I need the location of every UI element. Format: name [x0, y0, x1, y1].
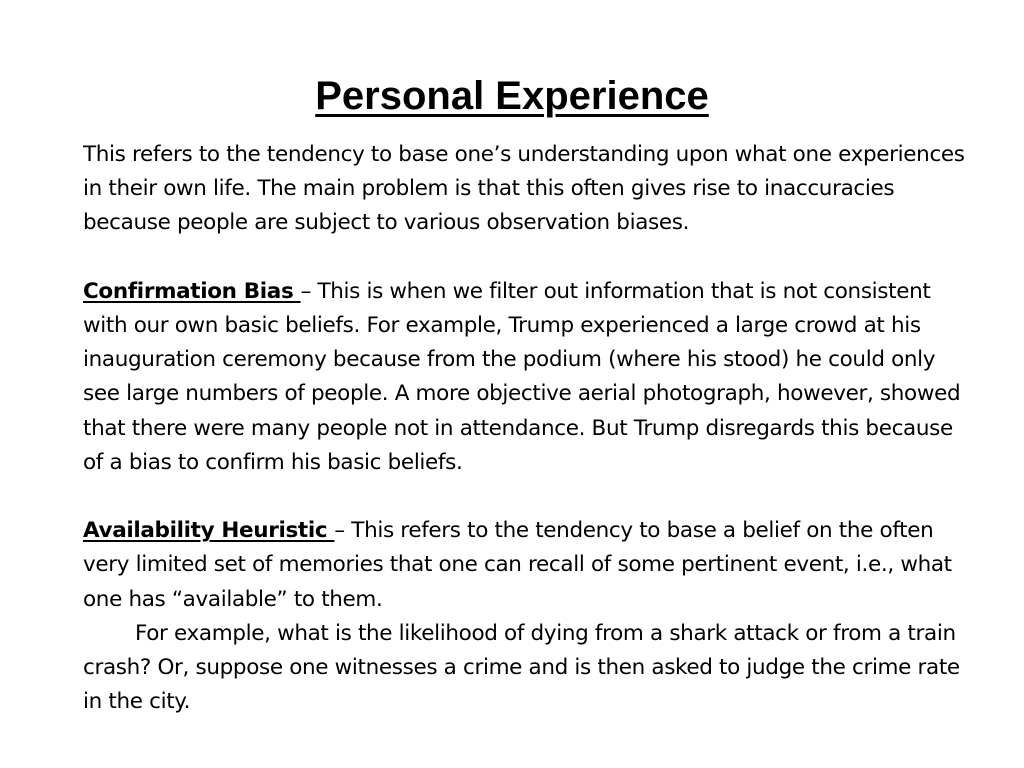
- availability-example-paragraph: For example, what is the likelihood of dying from a shark attack or from a train crash? Or, suppose one witnesses a crime and is then asked to judge the crime rate in the city.: [83, 620, 960, 715]
- availability-heuristic-text: – This refers to the tendency to base a belief on the often very limited set of memories that one can recall of some pertinent event, i.e., what one has “available” to them.: [83, 518, 952, 612]
- intro-paragraph: This refers to the tendency to base one’s understanding upon what one experiences in their own life. The main problem is that this often gives rise to inaccuracies because people are subject to various observation biases.: [83, 142, 965, 236]
- confirmation-bias-text: – This is when we filter out information that is not consistent with our own basic beliefs. For example, Trump experienced a large crowd at his inauguration ceremony because from the podium (where his stood) he could only see large numbers of people. A more objective aerial photograph, however, showed that there were many people not in attendance. But Trump disregards this because of a bias to confirm his basic beliefs.: [83, 278, 961, 475]
- availability-heuristic-term: Availability Heuristic: [83, 518, 335, 544]
- availability-heuristic-paragraph: [83, 514, 973, 617]
- confirmation-bias-paragraph: [83, 275, 973, 480]
- slide-body: [83, 138, 973, 719]
- slide-title: [0, 72, 1024, 120]
- confirmation-bias-term: Confirmation Bias: [83, 278, 301, 304]
- paragraph-spacer: [83, 241, 973, 275]
- slide-title-text: Personal Experience: [315, 74, 709, 118]
- paragraph-spacer: [83, 480, 973, 514]
